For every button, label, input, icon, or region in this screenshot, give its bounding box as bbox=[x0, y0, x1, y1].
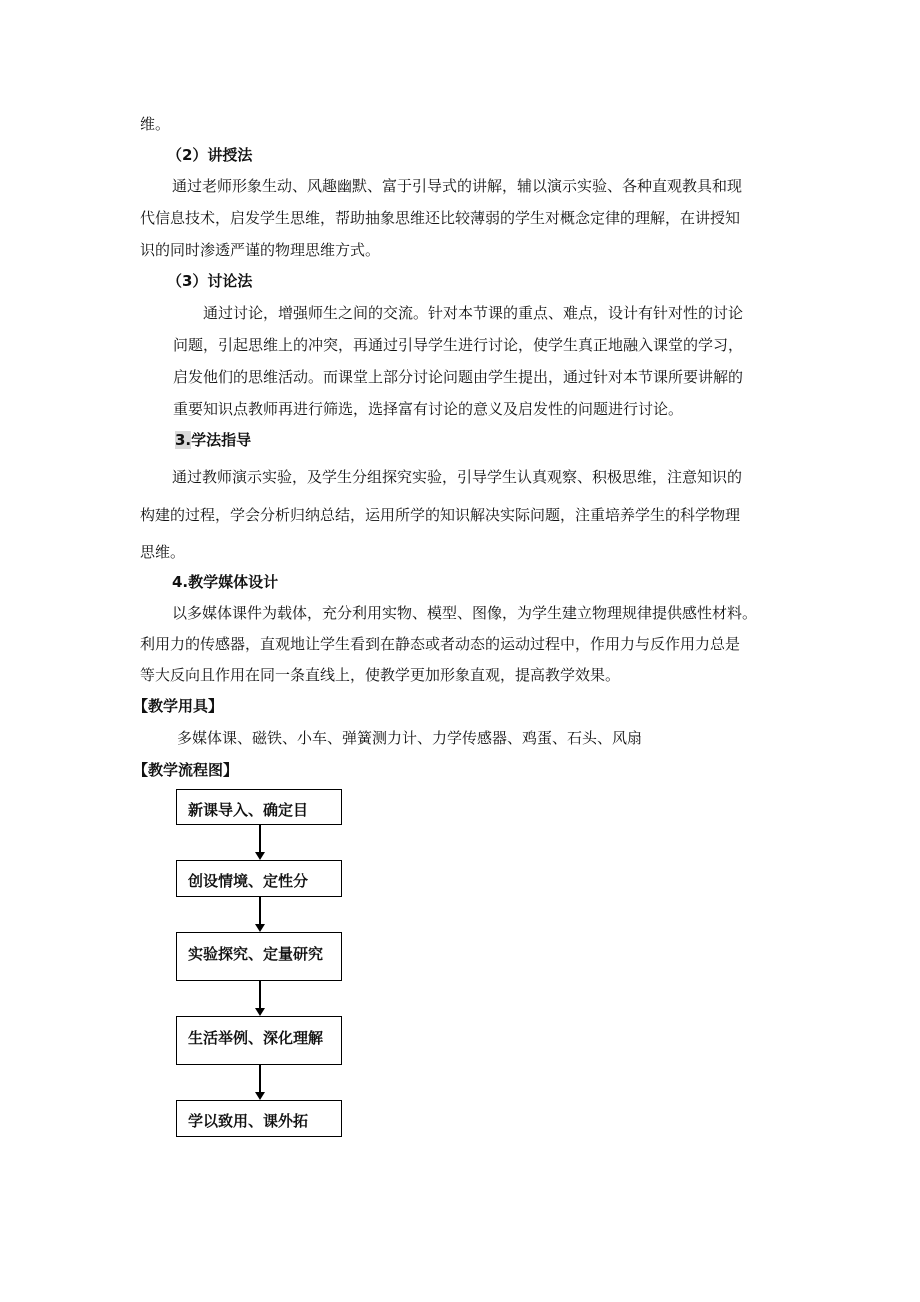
text-line: 维。 bbox=[140, 115, 171, 133]
section-heading-media-design: 4.教学媒体设计 bbox=[172, 573, 279, 591]
text-line: 利用力的传感器，直观地让学生看到在静态或者动态的运动过程中，作用力与反作用力总是 bbox=[140, 635, 741, 653]
flow-connector bbox=[259, 825, 261, 853]
arrow-down-icon bbox=[255, 1008, 265, 1016]
flow-step-5 bbox=[176, 1100, 342, 1137]
flow-step-2 bbox=[176, 860, 342, 897]
flow-connector bbox=[259, 897, 261, 925]
flow-step-label: 学以致用、课外拓 bbox=[188, 1112, 309, 1130]
flow-connector bbox=[259, 1065, 261, 1093]
highlighted-number: 3. bbox=[175, 431, 192, 449]
section-heading-discussion: （3）讨论法 bbox=[167, 272, 253, 290]
text-line: 构建的过程，学会分析归纳总结，运用所学的知识解决实际问题，注重培养学生的科学物理 bbox=[140, 506, 741, 524]
flow-step-label: 创设情境、定性分 bbox=[188, 872, 309, 890]
text-line: 问题，引起思维上的冲突，再通过引导学生进行讨论，使学生真正地融入课堂的学习， bbox=[173, 336, 744, 354]
text-line: 代信息技术，启发学生思维，帮助抽象思维还比较薄弱的学生对概念定律的理解，在讲授知 bbox=[140, 209, 741, 227]
arrow-down-icon bbox=[255, 852, 265, 860]
section-heading-teaching-tools: 【教学用具】 bbox=[133, 697, 224, 715]
flow-step-label: 实验探究、定量研究 bbox=[188, 945, 324, 963]
text-line: 识的同时渗透严谨的物理思维方式。 bbox=[140, 241, 381, 259]
flow-step-3 bbox=[176, 932, 342, 981]
text-line: 等大反向且作用在同一条直线上，使教学更加形象直观，提高教学效果。 bbox=[140, 666, 621, 684]
flow-step-label: 新课导入、确定目 bbox=[188, 801, 309, 819]
text-line: 重要知识点教师再进行筛选，选择富有讨论的意义及启发性的问题进行讨论。 bbox=[173, 400, 684, 418]
flow-step-label: 生活举例、深化理解 bbox=[188, 1029, 324, 1047]
section-heading-learning-guidance bbox=[175, 430, 251, 450]
text-line: 通过教师演示实验，及学生分组探究实验，引导学生认真观察、积极思维，注意知识的 bbox=[172, 468, 743, 486]
section-heading-lecture: （2）讲授法 bbox=[167, 146, 253, 164]
text-line: 思维。 bbox=[140, 543, 186, 561]
section-heading-flowchart: 【教学流程图】 bbox=[133, 761, 239, 779]
text-line: 启发他们的思维活动。而课堂上部分讨论问题由学生提出，通过针对本节课所要讲解的 bbox=[173, 368, 744, 386]
heading-text: 学法指导 bbox=[191, 431, 252, 449]
arrow-down-icon bbox=[255, 924, 265, 932]
text-line: 通过讨论，增强师生之间的交流。针对本节课的重点、难点，设计有针对性的讨论 bbox=[203, 304, 744, 322]
flow-step-4 bbox=[176, 1016, 342, 1065]
text-line: 多媒体课、磁铁、小车、弹簧测力计、力学传感器、鸡蛋、石头、风扇 bbox=[177, 729, 643, 747]
flow-connector bbox=[259, 981, 261, 1009]
arrow-down-icon bbox=[255, 1092, 265, 1100]
text-line: 以多媒体课件为载体，充分利用实物、模型、图像，为学生建立物理规律提供感性材料。 bbox=[172, 604, 758, 622]
text-line: 通过老师形象生动、风趣幽默、富于引导式的讲解，辅以演示实验、各种直观教具和现 bbox=[172, 177, 743, 195]
flow-step-1 bbox=[176, 789, 342, 825]
